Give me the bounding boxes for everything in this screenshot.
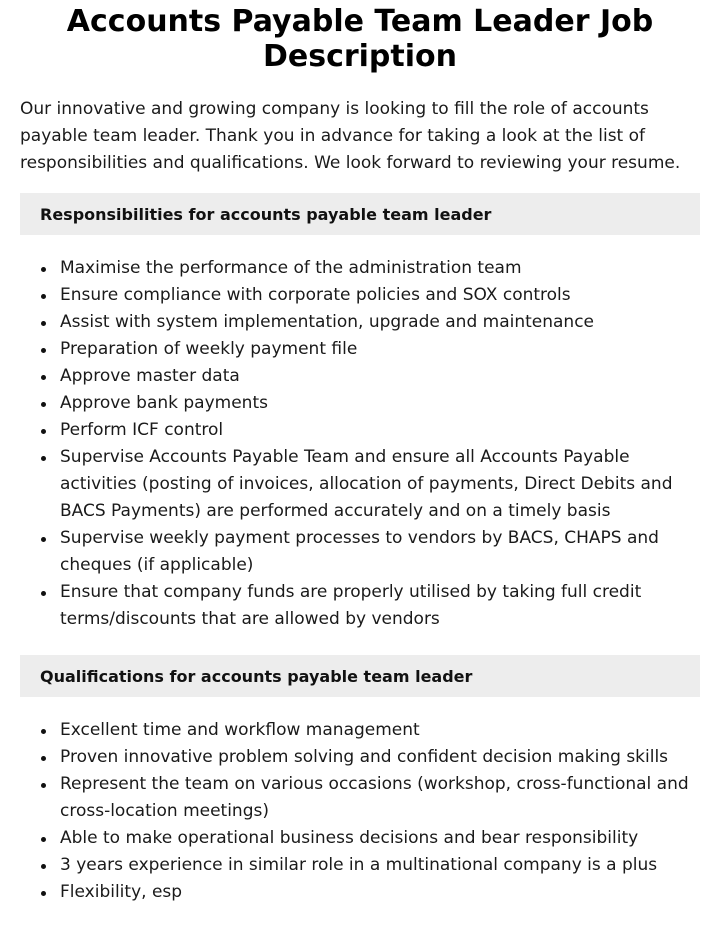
job-description-page [0, 4, 720, 906]
qualifications-list [20, 717, 700, 906]
qualifications-header: Qualifications for accounts payable team leader [20, 655, 700, 697]
list-item: Represent the team on various occasions (workshop, cross-functional and cross-location meetings) [60, 771, 700, 825]
responsibilities-list [20, 255, 700, 633]
list-item: Perform ICF control [60, 417, 700, 444]
list-item: 3 years experience in similar role in a multinational company is a plus [60, 852, 700, 879]
list-item: Able to make operational business decisions and bear responsibility [60, 825, 700, 852]
list-item: Maximise the performance of the administration team [60, 255, 700, 282]
list-item: Supervise Accounts Payable Team and ensure all Accounts Payable activities (posting of invoices, allocation of payments, Direct Debits and BACS Payments) are performed accurately and on a timely basis [60, 444, 700, 525]
list-item: Approve bank payments [60, 390, 700, 417]
list-item: Assist with system implementation, upgrade and maintenance [60, 309, 700, 336]
list-item: Flexibility, esp [60, 879, 700, 906]
list-item: Ensure that company funds are properly utilised by taking full credit terms/discounts that are allowed by vendors [60, 579, 700, 633]
list-item: Supervise weekly payment processes to vendors by BACS, CHAPS and cheques (if applicable) [60, 525, 700, 579]
list-item: Proven innovative problem solving and confident decision making skills [60, 744, 700, 771]
list-item: Ensure compliance with corporate policies and SOX controls [60, 282, 700, 309]
list-item: Preparation of weekly payment file [60, 336, 700, 363]
intro-paragraph: Our innovative and growing company is looking to fill the role of accounts payable team leader. Thank you in advance for taking a look at the list of responsibilities and qualifications. We look forward to reviewing your resume. [20, 99, 681, 173]
list-item: Excellent time and workflow management [60, 717, 700, 744]
page-title: Accounts Payable Team Leader Job Description [66, 4, 654, 74]
responsibilities-header: Responsibilities for accounts payable team leader [20, 193, 700, 235]
list-item: Approve master data [60, 363, 700, 390]
